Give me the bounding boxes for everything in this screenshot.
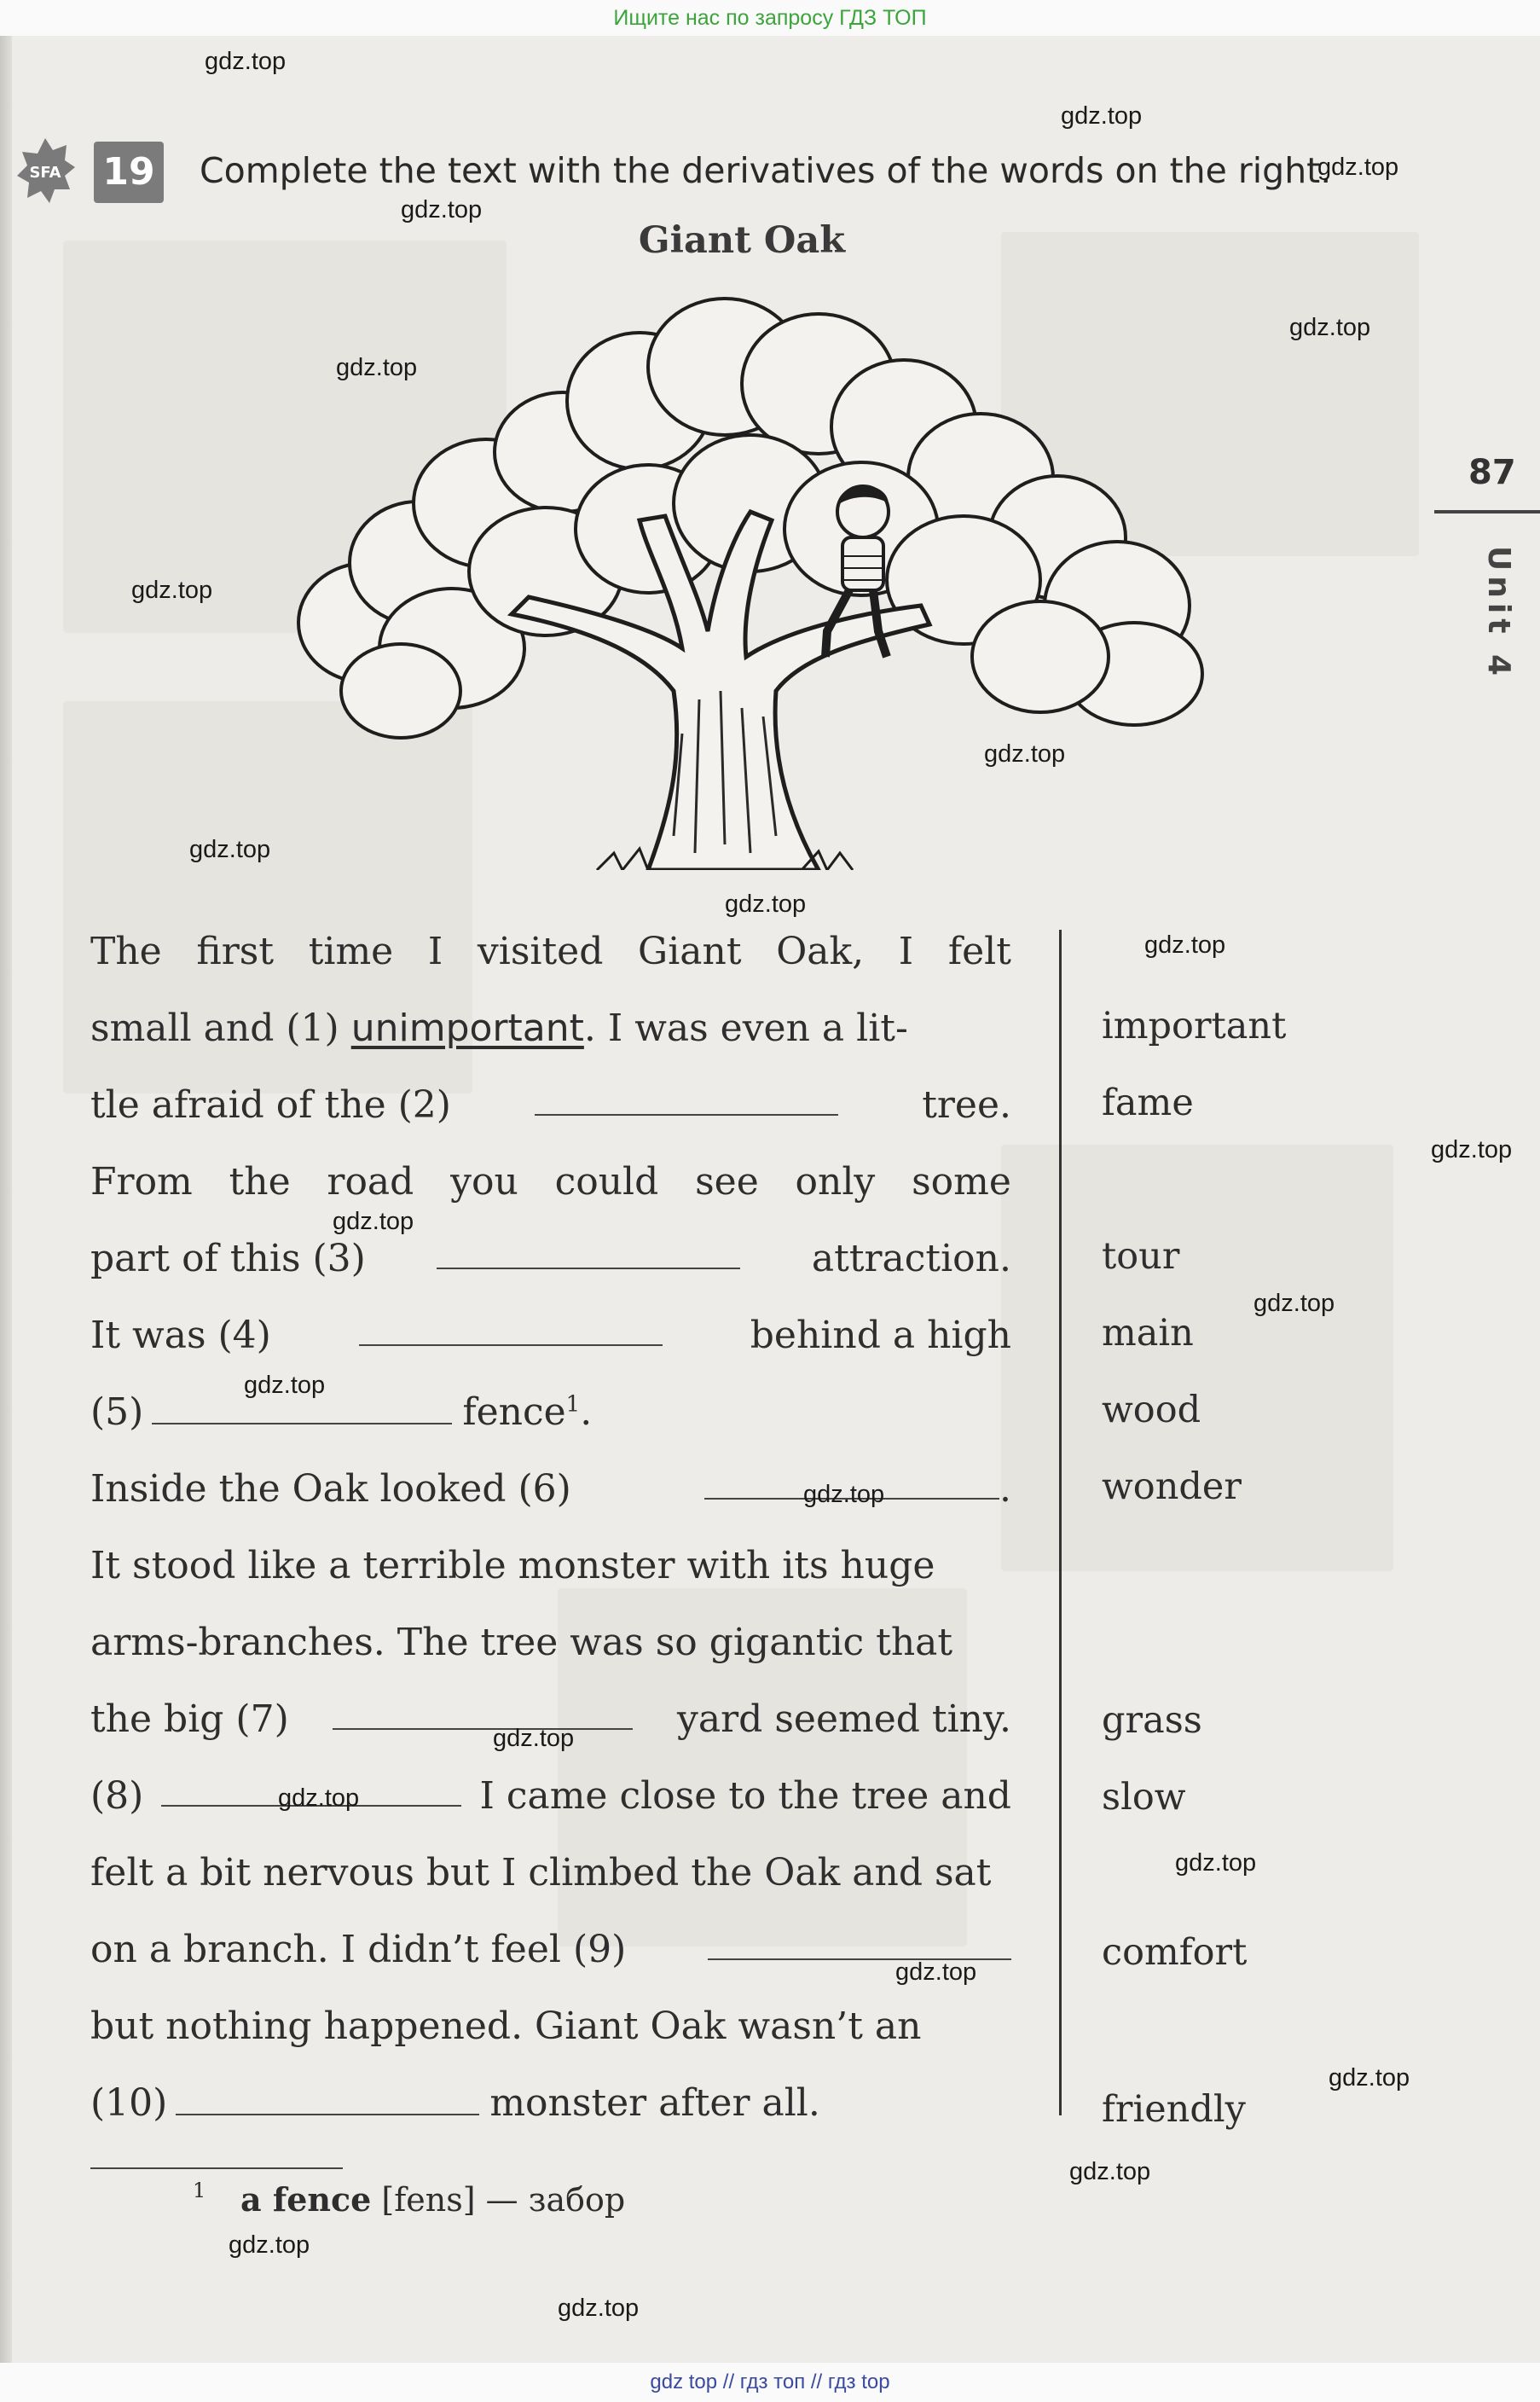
blank-3[interactable]: [437, 1237, 740, 1269]
sfa-badge-icon: [15, 136, 75, 213]
word-5: wood: [1102, 1389, 1201, 1431]
blank-7[interactable]: [333, 1697, 633, 1730]
watermark: gdz.top: [1289, 314, 1371, 341]
text-line-11: the big (7) yard seemed tiny.: [90, 1697, 1011, 1741]
text-line-3: tle afraid of the (2) tree.: [90, 1083, 1011, 1127]
sfa-badge-label: SFA: [29, 164, 61, 182]
watermark: gdz.top: [1175, 1849, 1257, 1877]
blank-4[interactable]: [359, 1314, 663, 1346]
blank-2[interactable]: [535, 1083, 838, 1116]
story-title: Giant Oak: [638, 219, 846, 262]
text-line-6: It was (4) behind a high: [90, 1314, 1011, 1357]
footnote-rule: [90, 2167, 343, 2169]
text-line-13: felt a bit nervous but I climbed the Oak and sat: [90, 1851, 992, 1894]
watermark: gdz.top: [229, 2231, 310, 2259]
exercise-instruction: Complete the text with the derivatives of the words on the right.: [200, 150, 1332, 191]
watermark: gdz.top: [493, 1725, 575, 1752]
text-line-10: arms-branches. The tree was so gigantic that: [90, 1621, 953, 1664]
text-line-5: part of this (3) attraction.: [90, 1237, 1011, 1280]
page-number-rule: [1434, 510, 1540, 513]
watermark: gdz.top: [205, 48, 287, 75]
word-9: comfort: [1102, 1931, 1248, 1974]
word-8: slow: [1102, 1776, 1186, 1819]
footnote-term: a fence: [240, 2180, 372, 2219]
exercise-number: 19: [94, 142, 164, 203]
text-line-16: (10) monster after all.: [90, 2081, 820, 2125]
unit-label: Unit 4: [1481, 546, 1516, 681]
word-7: grass: [1102, 1699, 1202, 1742]
text-line-4: From the road you could see only some: [90, 1160, 1011, 1204]
watermark: gdz.top: [336, 354, 418, 381]
watermark: gdz.top: [333, 1208, 414, 1235]
text-line-15: but nothing happened. Giant Oak wasn’t an: [90, 2005, 922, 2048]
watermark: gdz.top: [1329, 2064, 1410, 2092]
word-6: wonder: [1102, 1465, 1242, 1508]
text-line-2: small and (1) unimportant. I was even a lit-: [90, 1007, 908, 1050]
word-2: fame: [1102, 1082, 1194, 1124]
watermark: gdz.top: [131, 577, 213, 604]
blank-9[interactable]: [708, 1928, 1011, 1960]
text-line-14: on a branch. I didn’t feel (9): [90, 1928, 1011, 2005]
watermark: gdz.top: [401, 196, 483, 223]
watermark: gdz.top: [984, 740, 1066, 768]
word-10: friendly: [1102, 2088, 1246, 2131]
watermark: gdz.top: [1253, 1290, 1335, 1317]
watermark: gdz.top: [1069, 2158, 1151, 2185]
column-divider: [1059, 930, 1062, 2115]
footnote-mark: 1: [193, 2179, 206, 2202]
text-line-12: (8) I came close to the tree and: [90, 1774, 1011, 1818]
watermark: gdz.top: [803, 1481, 885, 1508]
page-number: 87: [1468, 453, 1516, 492]
bottom-banner: gdz top // гдз топ // гдз top: [0, 2363, 1540, 2402]
watermark: gdz.top: [278, 1784, 360, 1812]
text-line-8: Inside the Oak looked (6) .: [90, 1467, 1011, 1511]
watermark: gdz.top: [244, 1372, 326, 1399]
text-line-9: It stood like a terrible monster with its huge: [90, 1544, 935, 1587]
watermark: gdz.top: [895, 1958, 977, 1986]
word-3: tour: [1102, 1235, 1180, 1278]
watermark: gdz.top: [725, 891, 807, 918]
answer-1: unimportant: [350, 1007, 584, 1050]
watermark: gdz.top: [558, 2295, 640, 2322]
word-1: important: [1102, 1005, 1287, 1047]
footnote-definition: [fens] — забор: [371, 2181, 626, 2219]
watermark: gdz.top: [189, 836, 271, 863]
text-line-7: (5) fence$^1$.: [90, 1390, 593, 1434]
watermark: gdz.top: [1144, 931, 1226, 959]
watermark: gdz.top: [1317, 154, 1399, 181]
word-4: main: [1102, 1312, 1194, 1355]
watermark: gdz.top: [1431, 1136, 1513, 1163]
top-banner: Ищите нас по запросу ГДЗ ТОП: [0, 0, 1540, 36]
blank-10[interactable]: [176, 2083, 479, 2115]
text-line-1: The first time I visited Giant Oak, I felt: [90, 930, 1011, 973]
watermark: gdz.top: [1061, 102, 1143, 130]
footnote: [240, 2180, 625, 2219]
